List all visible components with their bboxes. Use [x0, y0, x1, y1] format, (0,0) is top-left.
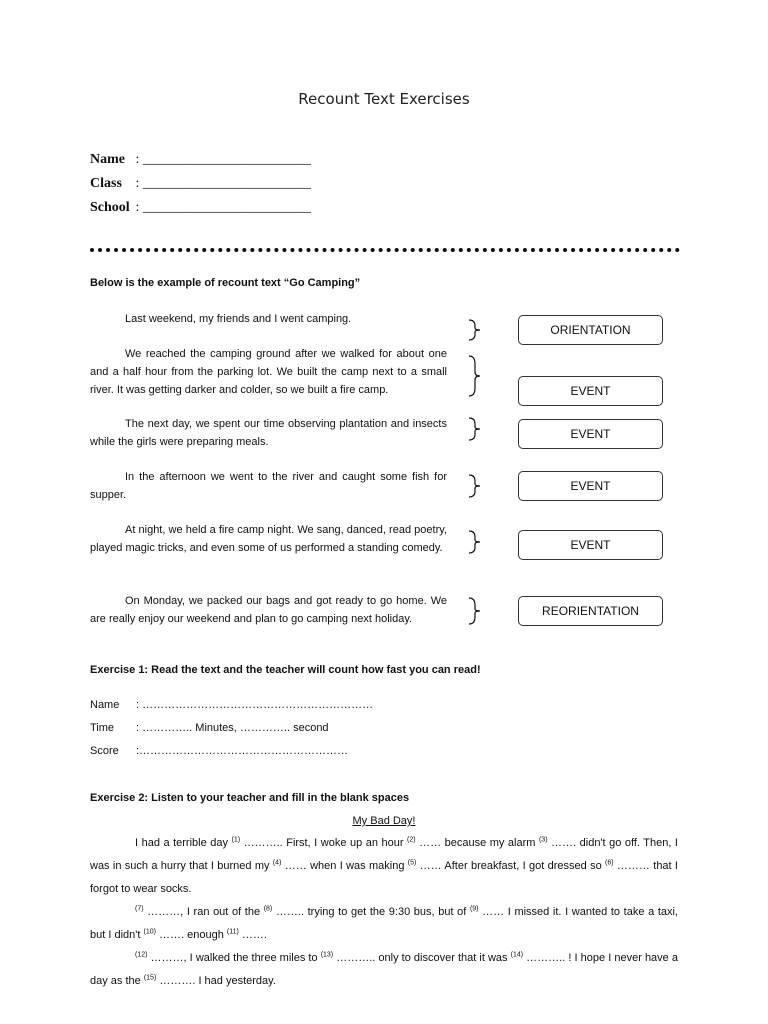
exercise1-name-label: Name — [90, 699, 120, 711]
school-blank[interactable]: : ________________________ — [135, 200, 311, 215]
brace-icon — [466, 416, 486, 442]
story-paragraph-3: $^{(12)}$ ………, I walked the three miles to $^{(13)}$ ……….. only to discover that it was $^{(14)}$ ……….. ! I hope I never have a day as the $^{(15)}$ ………. I had yesterday. — [90, 951, 678, 987]
name-field — [90, 152, 311, 168]
story-paragraph-1: I had a terrible day $^{(1)}$ ……….. First, I woke up an hour $^{(2)}$ …… because my alarm $^{(3)}$ ……. didn't go off. Then, I was in such a hurry that I burned my $^{(4)}$ …… when I was making $^{(5)}$ …… After breakfast, I got dressed so $^{(6)}$ ……… that I forgot to wear socks. — [90, 836, 678, 895]
brace-icon — [466, 529, 486, 555]
label-orientation: ORIENTATION — [518, 315, 663, 345]
exercise1-time-blank[interactable]: : ………….. Minutes, ………….. second — [136, 722, 329, 734]
paragraph-event-4: At night, we held a fire camp night. We sang, danced, read poetry, played magic tricks, and even some of us performed a standing comedy. — [90, 524, 447, 554]
story-paragraph-2: $^{(7)}$ ………, I ran out of the $^{(8)}$ …….. trying to get the 9:30 bus, but of $^{(9)}$ …… I missed it. I wanted to take a taxi, but I didn't $^{(10)}$ ……. enough $^{(11)}$ ……. — [90, 905, 678, 941]
label-event-4: EVENT — [518, 530, 663, 560]
paragraph-event-3: In the afternoon we went to the river and caught some fish for supper. — [90, 471, 447, 501]
name-label: Name — [90, 152, 125, 167]
story-title: My Bad Day! — [352, 815, 416, 827]
exercise1-score-label: Score — [90, 745, 119, 757]
class-field — [90, 176, 311, 192]
exercise1-score-row — [90, 745, 348, 757]
exercise1-time-row — [90, 722, 329, 734]
label-event-3: EVENT — [518, 471, 663, 501]
page-title: Recount Text Exercises — [298, 90, 470, 108]
school-label: School — [90, 200, 130, 215]
dotted-divider — [90, 248, 680, 252]
label-event-2: EVENT — [518, 419, 663, 449]
label-reorientation: REORIENTATION — [518, 596, 663, 626]
brace-icon — [466, 318, 486, 342]
exercise1-time-label: Time — [90, 722, 115, 734]
brace-icon — [466, 596, 486, 626]
name-blank[interactable]: : ________________________ — [135, 152, 311, 167]
exercise2-heading: Exercise 2: Listen to your teacher and fill in the blank spaces — [90, 792, 410, 804]
brace-icon — [466, 473, 486, 499]
class-blank[interactable]: : ________________________ — [135, 176, 311, 191]
paragraph-reorientation: On Monday, we packed our bags and got ready to go home. We are really enjoy our weekend and plan to go camping next holiday. — [90, 595, 447, 625]
exercise1-name-row — [90, 699, 373, 711]
label-event-1: EVENT — [518, 376, 663, 406]
brace-icon — [466, 354, 486, 398]
paragraph-orientation: Last weekend, my friends and I went camping. — [125, 313, 352, 325]
school-field — [90, 200, 311, 216]
paragraph-event-2: The next day, we spent our time observing plantation and insects while the girls were preparing meals. — [90, 418, 447, 448]
paragraph-event-1: We reached the camping ground after we walked for about one and a half hour from the parking lot. We built the camp next to a small river. It was getting darker and colder, so we built a fire camp. — [90, 348, 447, 396]
exercise1-heading: Exercise 1: Read the text and the teacher will count how fast you can read! — [90, 664, 481, 676]
exercise1-score-blank[interactable]: :………………………………………………… — [136, 745, 349, 757]
example-heading: Below is the example of recount text “Go Camping” — [90, 277, 361, 289]
exercise1-name-blank[interactable]: : ……………………………………………………… — [136, 699, 374, 711]
class-label: Class — [90, 176, 122, 191]
